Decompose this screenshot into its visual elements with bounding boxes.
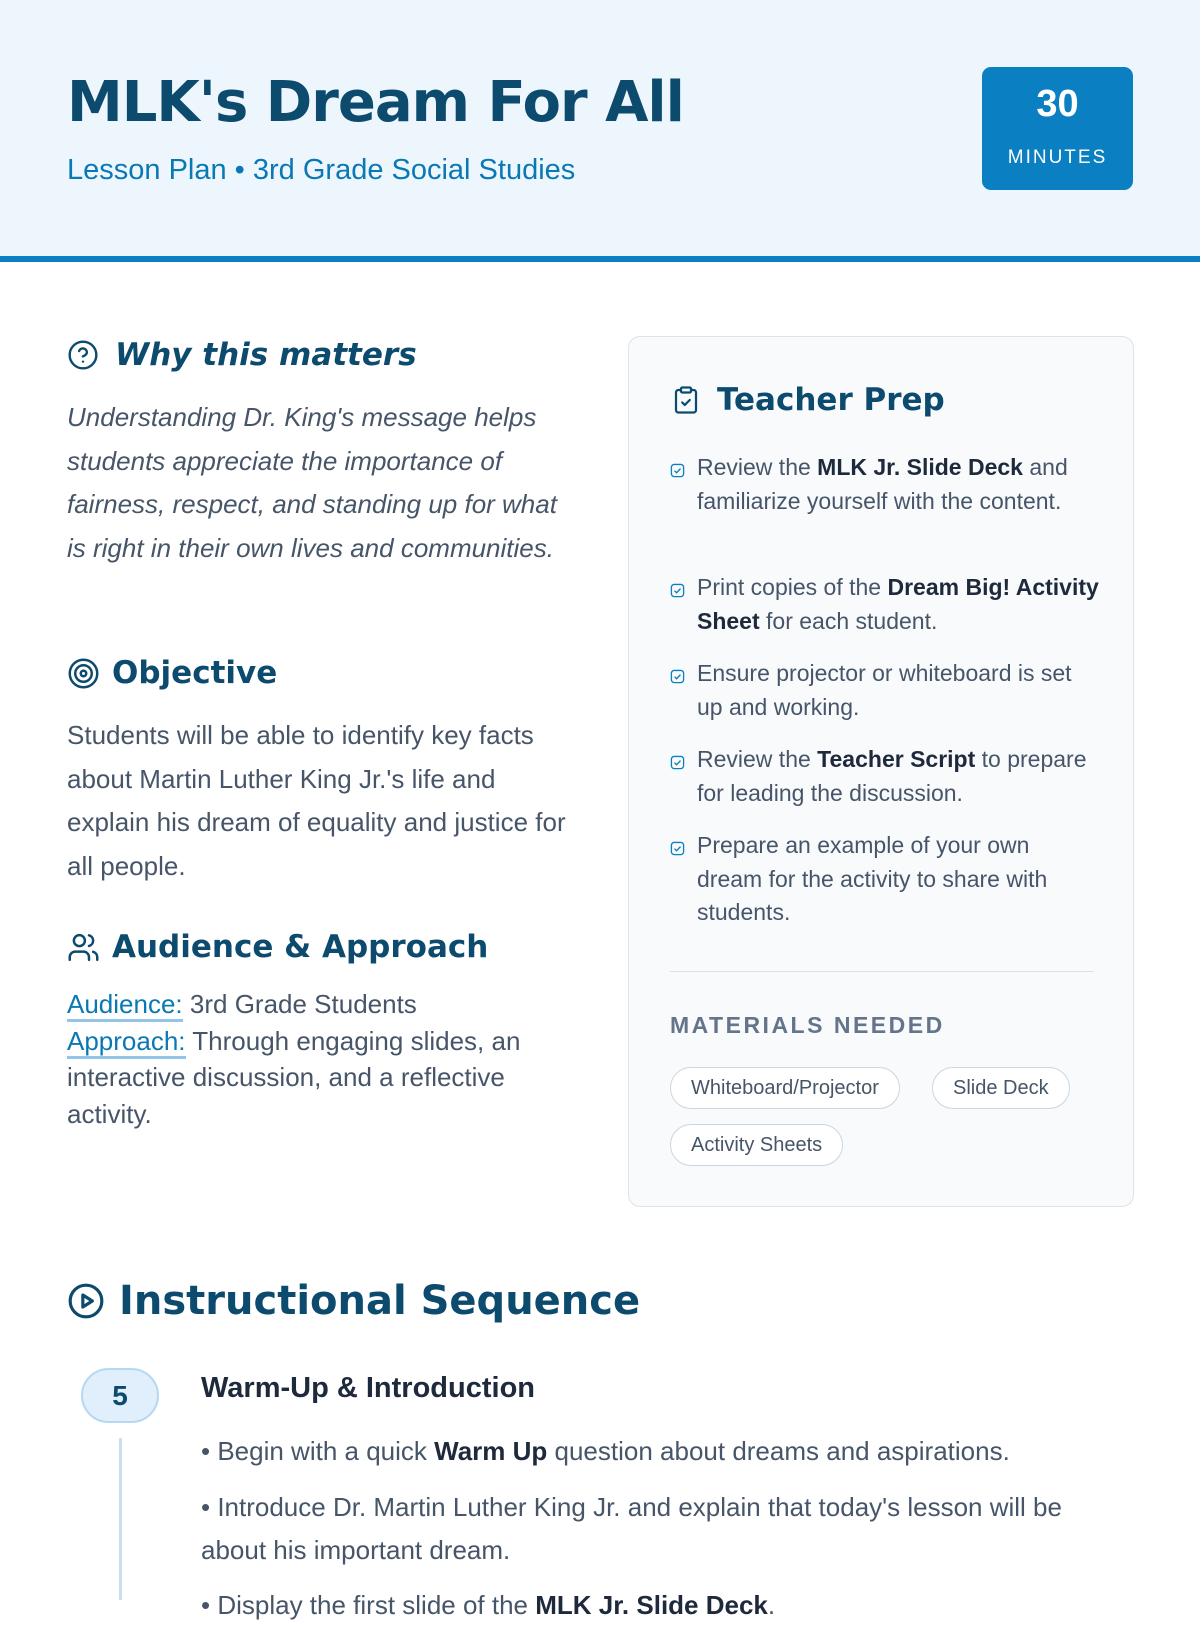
teacher-prep-card <box>628 336 1134 1207</box>
audience-label: Audience: <box>67 989 183 1022</box>
material-chip: Slide Deck <box>932 1067 1070 1109</box>
checkbox-icon <box>670 583 685 598</box>
materials-label: MATERIALS NEEDED <box>670 1012 945 1038</box>
step-minutes-badge: 5 <box>81 1368 159 1423</box>
step-title: Warm-Up & Introduction <box>201 1372 535 1404</box>
audience-heading-label: Audience & Approach <box>112 929 489 965</box>
checkbox-icon <box>670 463 685 478</box>
checkbox-icon <box>670 755 685 770</box>
why-heading-label: Why this matters <box>115 337 417 373</box>
sequence-heading-label: Instructional Sequence <box>119 1278 641 1324</box>
material-chip: Activity Sheets <box>670 1124 843 1166</box>
checkbox-icon <box>670 669 685 684</box>
audience-block <box>67 986 582 1132</box>
why-text: Understanding Dr. King's message helps students appreciate the importance of fairness, respect, and standing up for what is right in their own lives and communities. <box>67 402 557 563</box>
prep-task-text: Review the Teacher Script to prepare for leading the discussion. <box>697 746 1087 806</box>
page-subtitle: Lesson Plan • 3rd Grade Social Studies <box>67 154 576 186</box>
why-heading <box>67 337 417 373</box>
step-bullet: • Begin with a quick Warm Up question about dreams and aspirations. <box>201 1436 1010 1466</box>
audience-line <box>67 986 582 1023</box>
sequence-heading <box>67 1278 640 1324</box>
target-icon <box>67 657 100 690</box>
divider <box>670 971 1094 972</box>
objective-heading-label: Objective <box>112 655 278 691</box>
users-icon <box>67 931 100 964</box>
approach-line <box>67 1023 582 1133</box>
approach-value: Through engaging slides, an interactive discussion, and a reflective activity. <box>67 1025 521 1129</box>
duration-badge <box>982 67 1133 190</box>
prep-task <box>670 743 1100 810</box>
duration-unit: MINUTES <box>1007 147 1108 168</box>
step-bullet: • Display the first slide of the MLK Jr. Slide Deck. <box>201 1590 776 1620</box>
play-circle-icon <box>67 1282 105 1320</box>
approach-label: Approach: <box>67 1026 186 1059</box>
objective-text: Students will be able to identify key facts about Martin Luther King Jr.'s life and explain his dream of equality and justice for all people. <box>67 720 566 881</box>
prep-task-text: Ensure projector or whiteboard is set up and working. <box>697 660 1072 720</box>
audience-heading <box>67 929 488 965</box>
teacher-prep-heading <box>671 382 945 418</box>
duration-value: 30 <box>1036 83 1079 125</box>
checkbox-icon <box>670 841 685 856</box>
prep-task <box>670 657 1100 724</box>
step-bullet: • Introduce Dr. Martin Luther King Jr. and explain that today's lesson will be about his important dream. <box>201 1492 1062 1565</box>
question-circle-icon <box>67 339 99 371</box>
material-chip: Whiteboard/Projector <box>670 1067 900 1109</box>
page-title: MLK's Dream For All <box>67 70 684 135</box>
timeline-line <box>119 1438 122 1600</box>
prep-task <box>670 571 1100 638</box>
audience-value: 3rd Grade Students <box>189 989 417 1019</box>
lesson-header <box>0 0 1200 262</box>
prep-task-text: Review the MLK Jr. Slide Deck and familiarize yourself with the content. <box>697 454 1068 514</box>
objective-heading <box>67 655 277 691</box>
prep-task-text: Prepare an example of your own dream for the activity to share with students. <box>697 832 1048 925</box>
prep-task-text: Print copies of the Dream Big! Activity Sheet for each student. <box>697 574 1099 634</box>
teacher-prep-heading-label: Teacher Prep <box>717 382 945 418</box>
clipboard-check-icon <box>671 383 701 417</box>
prep-task <box>670 829 1100 930</box>
prep-task <box>670 451 1100 518</box>
